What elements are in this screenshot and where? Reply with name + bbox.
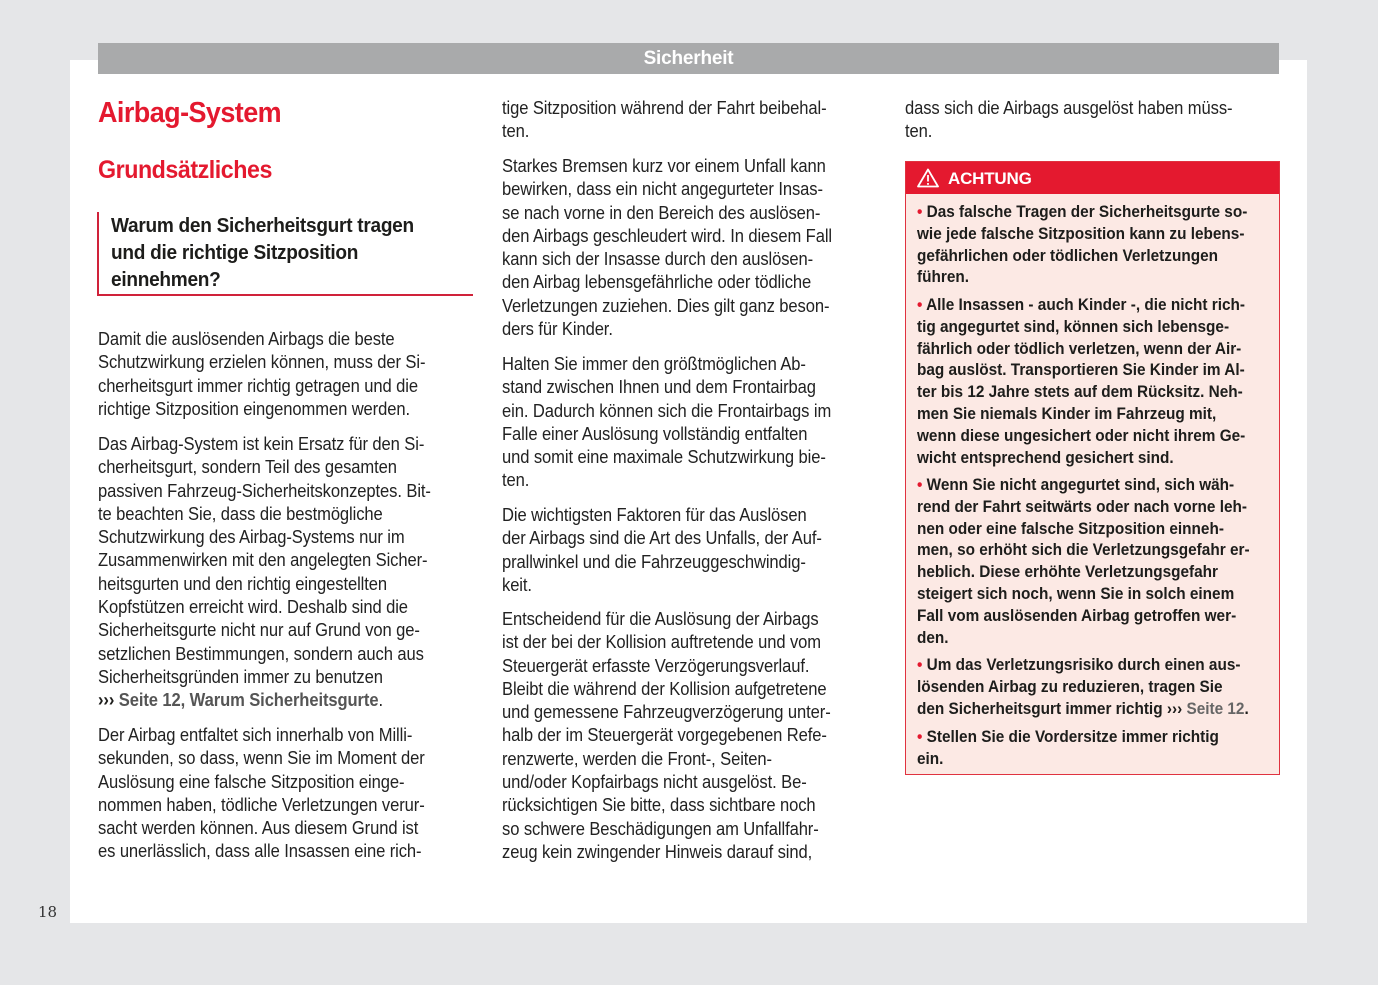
page-number: 18 [38,903,58,921]
text-line: ders für Kinder. [502,319,613,340]
text: Wenn Sie nicht angegurtet sind, sich wäh- [926,476,1235,494]
question-heading-box [97,212,473,296]
text-line: Halten Sie immer den größtmöglichen Ab- [502,354,806,374]
crossref-end: . [1244,699,1249,718]
text-line: heitsgurten und den richtig eingestellten [98,573,387,594]
text-line: den. [917,628,949,647]
text-line: rend der Fahrt seitwärts oder nach vorne leh- [917,497,1248,516]
text-line: fährlich oder tödlich verletzen, wenn der Air- [917,339,1242,358]
paragraph [905,97,1261,144]
text-line: führen. [917,268,970,287]
text-line: halb der im Steuergerät vorgegebenen Refe- [502,725,827,746]
heading-line: Warum den Sicherheitsgurt tragen [111,214,414,237]
text-line: keit. [502,574,532,595]
text-line [917,475,1250,497]
text-line: Zusammenwirken mit den angelegten Sicher- [98,550,428,571]
heading-line: einnehmen? [111,268,221,291]
text-line: sekunden, so dass, wenn Sie im Moment der [98,748,425,769]
bullet-icon: • [917,656,923,674]
text-line: Schutzwirkung erzielen können, muss der Si- [98,352,426,373]
paragraph [502,504,850,597]
text-line: Der Airbag entfaltet sich innerhalb von Milli- [98,725,413,745]
crossref-arrows-icon: ››› [98,690,115,711]
warning-title: ACHTUNG [948,169,1032,188]
text-line: ten. [502,121,530,142]
text-line: Bleibt die während der Kollision aufgetretene [502,678,827,699]
text: den Sicherheitsgurt immer richtig [917,699,1163,718]
crossref-line [98,689,431,712]
paragraph [502,155,861,341]
text-line: renzwerte, werden die Front-, Seiten- [502,748,772,769]
warning-box [905,161,1280,775]
text-line: Falle einer Auslösung vollständig entfalten [502,423,808,444]
paragraph [502,608,859,864]
text-line: setzlichen Bestimmungen, sondern auch aus [98,643,424,664]
warning-item [917,475,1275,649]
warning-header [906,162,1279,194]
text-line: bewirken, dass ein nicht angegurteter Insas- [502,179,823,200]
text-line: Damit die auslösenden Airbags die beste [98,329,395,349]
text-line: ter bis 12 Jahre stets auf dem Rücksitz. Neh- [917,383,1243,402]
crossref-end: . [378,690,383,711]
text: Um das Verletzungsrisiko durch einen aus- [926,656,1241,674]
text-line: Fall vom auslösenden Airbag getroffen wer- [917,606,1237,625]
text-line: men Sie niemals Kinder im Fahrzeug mit, [917,404,1217,423]
text-line: wie jede falsche Sitzposition kann zu lebens- [917,224,1245,243]
page-title: Airbag-System [98,97,282,129]
crossref-link[interactable]: Seite 12 [1186,699,1245,718]
section-title: Sicherheit [643,48,734,69]
bullet-icon: • [917,728,923,746]
text-line: cherheitsgurt immer richtig getragen und die [98,375,418,396]
text-line: Starkes Bremsen kurz vor einem Unfall kann [502,156,826,176]
text: Alle Insassen - auch Kinder -, die nicht rich- [926,296,1245,314]
text-line: wicht entsprechend gesichert sind. [917,448,1174,467]
page-subtitle: Grundsätzliches [98,156,272,184]
text-line: Das Airbag-System ist kein Ersatz für den Si- [98,434,425,454]
text-line [917,202,1247,224]
text-line: richtige Sitzposition eingenommen werden. [98,398,410,419]
text-line: gefährlichen oder tödlichen Verletzungen [917,246,1218,265]
paragraph [502,353,860,493]
text-line: ten. [502,470,530,491]
text-line: Schutzwirkung des Airbag-Systems nur im [98,527,405,548]
text: Stellen Sie die Vordersitze immer richtig [926,728,1219,746]
text-line: nommen haben, tödliche Verletzungen verur- [98,794,425,815]
text-line: den Airbag lebensgefährliche oder tödliche [502,272,812,293]
text-line: es unerlässlich, dass alle Insassen eine rich- [98,841,422,862]
text-line: te beachten Sie, dass die bestmögliche [98,503,383,524]
text-line: ist der bei der Kollision auftretende und vom [502,632,821,653]
text-line: kann sich der Insasse durch den auslösen- [502,249,814,270]
text-line: tig angegurtet sind, können sich lebensge- [917,317,1230,336]
text-line: Sicherheitsgurte nicht nur auf Grund von ge- [98,620,420,641]
text-line: so schwere Beschädigungen am Unfallfahr- [502,818,819,839]
warning-item [917,295,1270,469]
text-line [917,699,1249,721]
warning-triangle-icon [917,168,939,188]
text-line [917,295,1245,317]
section-header [98,43,1279,74]
text-line: Entscheidend für die Auslösung der Airbags [502,609,819,629]
bullet-icon: • [917,476,923,494]
text-line [917,655,1249,677]
text-line: Steuergerät erfasste Verzögerungsverlauf. [502,655,810,676]
bullet-icon: • [917,296,923,314]
text: Das falsche Tragen der Sicherheitsgurte so- [926,203,1248,221]
text-line: sacht werden können. Aus diesem Grund ist [98,818,419,839]
text-line: zeug kein zwingender Hinweis darauf sind, [502,841,813,862]
text-line: und gemessene Fahrzeugverzögerung unter- [502,702,831,723]
text-line: se nach vorne in den Bereich des auslösen- [502,202,821,223]
text-line: und/oder Kopfairbags nicht ausgelöst. Be- [502,772,807,793]
text-line: men, so erhöht sich die Verletzungsgefahr er- [917,541,1250,560]
heading-line: und die richtige Sitzposition [111,241,359,264]
text-line: ein. Dadurch können sich die Frontairbags im [502,400,832,421]
text-line [917,727,1219,749]
text-line: ein. [917,749,944,768]
paragraph [98,433,460,713]
text-line: der Airbags sind die Art des Unfalls, der Auf- [502,528,822,549]
text-line: bag auslöst. Transportieren Sie Kinder im Al- [917,361,1245,380]
warning-item [917,727,1242,771]
text-line: tige Sitzposition während der Fahrt beibehal- [502,98,827,118]
question-heading [111,212,414,293]
text-line: lösenden Airbag zu reduzieren, tragen Sie [917,677,1223,696]
text-line: Kopfstützen erreicht wird. Deshalb sind die [98,597,408,618]
crossref-link[interactable]: Seite 12, Warum Sicherheitsgurte [118,690,379,711]
text-line: ten. [905,121,933,142]
paragraph [98,724,453,864]
text-line: und somit eine maximale Schutzwirkung bie- [502,447,826,468]
warning-item [917,655,1274,720]
text-line: Die wichtigsten Faktoren für das Auslösen [502,505,807,525]
text-line: passiven Fahrzeug-Sicherheitskonzeptes. Bit- [98,480,431,501]
text-line: steigert sich noch, wenn Sie in solch einem [917,584,1235,603]
warning-item [917,202,1272,289]
text-line: wenn diese ungesichert oder nicht ihrem Ge- [917,426,1246,445]
text-line: cherheitsgurt, sondern Teil des gesamten [98,457,397,478]
text-line: Sicherheitsgründen immer zu benutzen [98,666,383,687]
text-line: Verletzungen zuziehen. Dies gilt ganz beson- [502,295,830,316]
paragraph [502,97,855,144]
text-line: den Airbags geschleudert wird. In diesem Fall [502,225,833,246]
text-line: Auslösung eine falsche Sitzposition einge- [98,771,405,792]
text-line: heblich. Diese erhöhte Verletzungsgefahr [917,563,1219,582]
text-line: nen oder eine falsche Sitzposition einneh- [917,519,1224,538]
text-line: stand zwischen Ihnen und dem Frontairbag [502,377,816,398]
text-line: rücksichtigen Sie bitte, dass sichtbare noch [502,795,816,816]
text-line: dass sich die Airbags ausgelöst haben müss- [905,98,1233,118]
crossref-arrows-icon: ››› [1166,699,1183,718]
bullet-icon: • [917,203,923,221]
paragraph [98,328,454,421]
text-line: prallwinkel und die Fahrzeuggeschwindig- [502,551,806,572]
